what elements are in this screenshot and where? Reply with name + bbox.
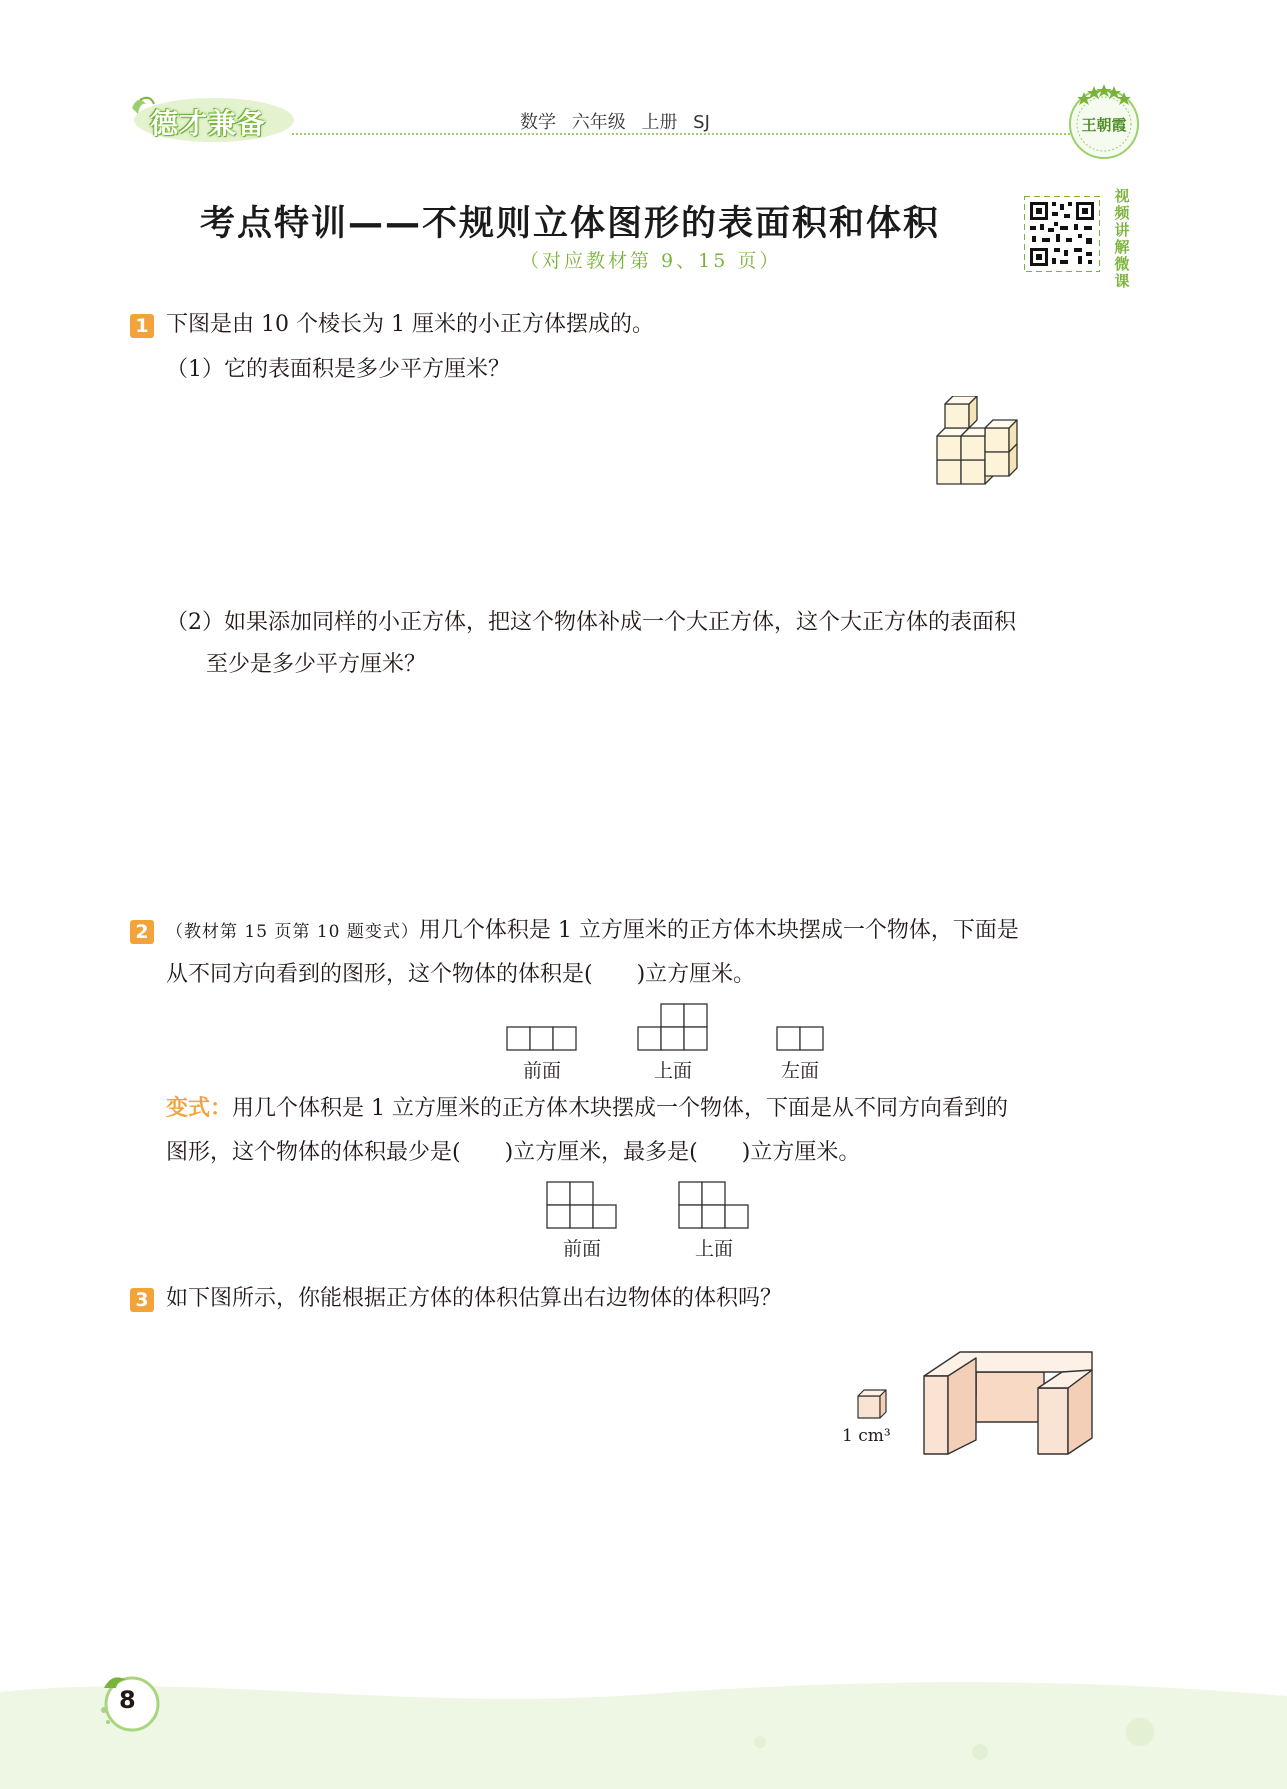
question-2-line-1 [166, 916, 1019, 947]
question-3-stem: 如下图所示，你能根据正方体的体积估算出右边物体的体积吗？ [166, 1286, 783, 1311]
variant-front-view-label: 前面 [562, 1238, 601, 1260]
question-2-number: 2 [130, 920, 154, 944]
page-number: 8 [119, 1686, 136, 1714]
left-view-figure [776, 1026, 825, 1052]
book-info: 数学 六年级 上册 SJ [520, 112, 710, 133]
question-1-part-2-line-2: 至少是多少平方厘米？ [206, 652, 427, 677]
footer-wave [0, 1672, 1287, 1789]
left-view-label: 左面 [780, 1060, 819, 1082]
question-1-part-2-line-1: （2）如果添加同样的小正方体，把这个物体补成一个大正方体，这个大正方体的表面积 [166, 610, 1016, 635]
header-divider [292, 133, 1102, 135]
seal-text: 王朝霞 [1081, 116, 1127, 134]
question-1-part-1: （1）它的表面积是多少平方厘米？ [166, 357, 510, 382]
question-2-line-2: 从不同方向看到的图形，这个物体的体积是( )立方厘米。 [166, 962, 756, 987]
top-view-label: 上面 [653, 1060, 692, 1082]
brand-title: 德才兼备 [150, 107, 267, 140]
variant-top-view-label: 上面 [694, 1238, 733, 1260]
unit-cube-label: 1 cm³ [842, 1426, 891, 1446]
u-shaped-object-figure [920, 1350, 1096, 1456]
top-view-figure [637, 1003, 709, 1052]
variant-top-view-figure [678, 1181, 750, 1230]
front-view-label: 前面 [522, 1060, 561, 1082]
variant-line-1 [166, 1094, 1008, 1124]
question-1-stem: 下图是由 10 个棱长为 1 厘米的小正方体摆成的。 [166, 312, 654, 337]
question-2-line-1-text: 用几个体积是 1 立方厘米的正方体木块摆成一个物体，下面是 [418, 918, 1019, 943]
cube-stack-figure [934, 396, 1026, 488]
variant-line-2: 图形，这个物体的体积最少是( )立方厘米，最多是( )立方厘米。 [166, 1140, 861, 1165]
qr-code-icon[interactable] [1024, 196, 1100, 272]
variant-front-view-figure [546, 1181, 618, 1230]
question-2-source: （教材第 15 页第 10 题变式） [166, 922, 419, 942]
variant-line-1-text: 用几个体积是 1 立方厘米的正方体木块摆成一个物体，下面是从不同方向看到的 [232, 1096, 1009, 1121]
variant-label: 变式： [166, 1096, 233, 1121]
qr-label: 视频讲解微课 [1114, 187, 1130, 290]
author-seal-icon [1062, 78, 1146, 162]
question-3-number: 3 [130, 1288, 154, 1312]
question-1-number: 1 [130, 314, 154, 338]
page-subtitle: （对应教材第 9、15 页） [520, 250, 782, 272]
front-view-figure [506, 1026, 578, 1052]
unit-cube-figure [856, 1388, 890, 1422]
page-title: 考点特训——不规则立体图形的表面积和体积 [200, 204, 941, 244]
